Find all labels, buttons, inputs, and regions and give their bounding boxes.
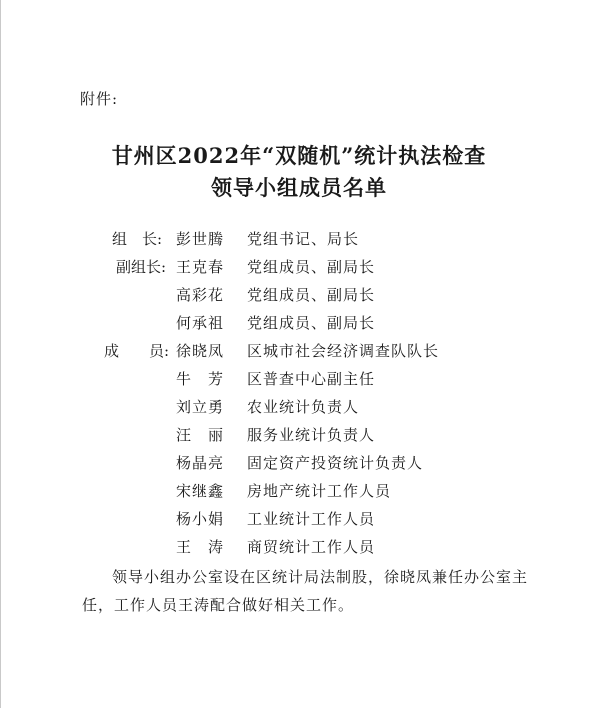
member-role: 副组长: bbox=[116, 258, 167, 276]
member-name: 宋继鑫 bbox=[176, 482, 225, 500]
member-name: 牛 芳 bbox=[176, 370, 225, 388]
office-note bbox=[82, 563, 552, 619]
member-role: 成 员: bbox=[104, 342, 170, 360]
member-duty: 党组成员、副局长 bbox=[247, 314, 376, 332]
member-role: 组 长: bbox=[112, 230, 163, 248]
member-name: 杨晶亮 bbox=[176, 454, 225, 472]
office-note-line2: 任，工作人员王涛配合做好相关工作。 bbox=[82, 596, 355, 614]
member-duty: 农业统计负责人 bbox=[247, 398, 360, 416]
member-duty: 党组成员、副局长 bbox=[247, 258, 376, 276]
attachment-label: 附件: bbox=[80, 90, 119, 108]
office-note-line1 bbox=[82, 563, 552, 591]
member-duty: 区普查中心副主任 bbox=[247, 370, 376, 388]
member-name: 徐晓凤 bbox=[176, 342, 225, 360]
member-name: 汪 丽 bbox=[176, 426, 225, 444]
member-name: 何承祖 bbox=[176, 314, 225, 332]
member-duty: 固定资产投资统计负责人 bbox=[247, 454, 424, 472]
member-name: 彭世腾 bbox=[176, 230, 225, 248]
member-duty: 工业统计工作人员 bbox=[247, 510, 376, 528]
page-left-border bbox=[0, 0, 1, 708]
office-note-line1-text: 领导小组办公室设在区统计局法制股，徐晓凤兼任办公室主 bbox=[112, 568, 529, 586]
member-name: 王克春 bbox=[176, 258, 225, 276]
member-duty: 党组书记、局长 bbox=[247, 230, 360, 248]
document-title-line2: 领导小组成员名单 bbox=[211, 175, 387, 200]
document-title-line1: 甘州区2022年“双随机”统计执法检查 bbox=[111, 143, 487, 168]
member-name: 王 涛 bbox=[176, 538, 225, 556]
member-duty: 服务业统计负责人 bbox=[247, 426, 376, 444]
member-duty: 党组成员、副局长 bbox=[247, 286, 376, 304]
member-name: 杨小娟 bbox=[176, 510, 225, 528]
member-name: 高彩花 bbox=[176, 286, 225, 304]
member-duty: 房地产统计工作人员 bbox=[247, 482, 392, 500]
member-duty: 区城市社会经济调查队队长 bbox=[247, 342, 440, 360]
member-duty: 商贸统计工作人员 bbox=[247, 538, 376, 556]
member-name: 刘立勇 bbox=[176, 398, 225, 416]
